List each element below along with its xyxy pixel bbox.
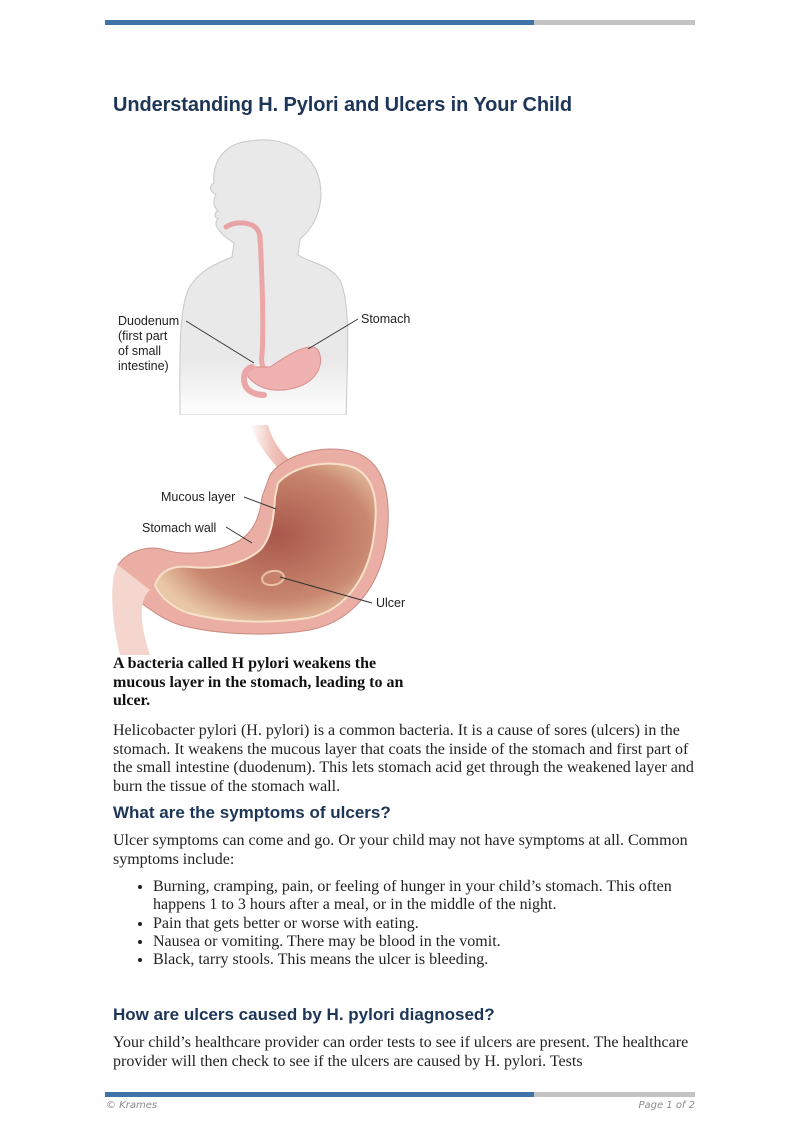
footer-bar-gray (534, 1092, 695, 1097)
list-item: • Black, tarry stools. This means the ulcer is bleeding. (153, 951, 698, 969)
footer-copyright: © Krames (106, 1100, 158, 1111)
symptoms-list (113, 878, 698, 969)
stomach-cross-section-illustration (110, 425, 430, 655)
label-mucous-layer: Mucous layer (161, 490, 236, 504)
label-ulcer: Ulcer (376, 596, 406, 610)
symptoms-intro: Ulcer symptoms can come and go. Or your child may not have symptoms at all. Common symptoms include: (113, 832, 688, 868)
footer-progress-bar (105, 1092, 695, 1097)
label-duodenum-3: of small (118, 344, 162, 358)
figure-caption: A bacteria called H pylori weakens the mucous layer in the stomach, leading to an ulcer. (113, 655, 404, 709)
footer-page-number: Page 1 of 2 (638, 1100, 695, 1111)
label-stomach: Stomach (361, 312, 411, 326)
diagnosis-paragraph: Your child’s healthcare provider can order tests to see if ulcers are present. The healthcare provider will then check to see if the ulcers are caused by H. pylori. Tests (113, 1034, 689, 1070)
list-item: • Burning, cramping, pain, or feeling of hunger in your child’s stomach. This often happens 1 to 3 hours after a meal, or in the middle of the night. (153, 878, 698, 915)
symptoms-heading: What are the symptoms of ulcers? (113, 803, 391, 822)
child-digestive-illustration (110, 135, 430, 415)
header-progress-bar (105, 20, 695, 25)
diagnosis-heading: How are ulcers caused by H. pylori diagnosed? (113, 1005, 495, 1024)
page-title: Understanding H. Pylori and Ulcers in Your Child (113, 94, 572, 116)
label-duodenum: Duodenum (118, 314, 180, 328)
label-duodenum-4: intestine) (118, 359, 169, 373)
header-bar-gray (534, 20, 695, 25)
list-item: • Nausea or vomiting. There may be blood in the vomit. (153, 933, 698, 951)
footer-bar-blue (105, 1092, 534, 1097)
list-item: • Pain that gets better or worse with eating. (153, 915, 698, 933)
label-stomach-wall: Stomach wall (142, 521, 217, 535)
intro-paragraph: Helicobacter pylori (H. pylori) is a common bacteria. It is a cause of sores (ulcers) in the stomach. It weakens the mucous layer that coats the inside of the stomach and first part of the small intestine (duodenum). This lets stomach acid get through the weakened layer and burn the tissue of the stomach wall. (113, 722, 694, 795)
label-duodenum-2: (first part (118, 329, 168, 343)
header-bar-blue (105, 20, 534, 25)
